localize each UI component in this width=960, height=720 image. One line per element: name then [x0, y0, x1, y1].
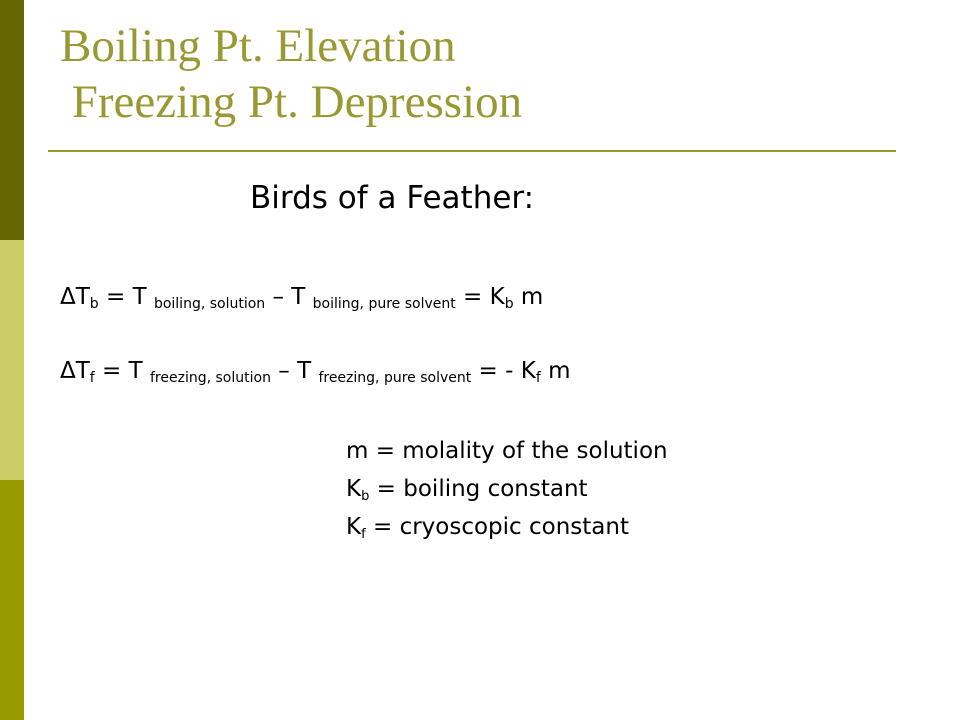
solution-subscript: freezing, solution	[150, 370, 271, 386]
minus-t: – T	[265, 284, 313, 310]
molality-term: m	[540, 358, 571, 384]
kf-text: = cryoscopic constant	[365, 514, 629, 540]
title-divider	[48, 150, 896, 152]
solution-subscript: boiling, solution	[153, 296, 266, 312]
kb-text: = boiling constant	[369, 476, 588, 502]
solvent-subscript: freezing, pure solvent	[318, 370, 472, 386]
kf-definition	[346, 508, 668, 546]
k-subscript: f	[535, 370, 541, 386]
side-bar-bottom	[0, 480, 24, 720]
equals-t: = T	[94, 358, 150, 384]
kf-symbol: K	[346, 514, 362, 540]
delta-t-symbol: ΔT	[60, 284, 90, 310]
kb-definition	[346, 470, 668, 508]
delta-t-symbol: ΔT	[60, 358, 90, 384]
k-subscript: b	[504, 296, 514, 312]
delta-t-subscript: b	[89, 296, 99, 312]
delta-t-subscript: f	[89, 370, 95, 386]
solvent-subscript: boiling, pure solvent	[312, 296, 456, 312]
freezing-point-equation	[60, 356, 570, 386]
slide-subtitle: Birds of a Feather:	[250, 180, 535, 216]
title-line-2: Freezing Pt. Depression	[60, 76, 523, 128]
boiling-point-equation	[60, 282, 543, 312]
kb-symbol: K	[346, 476, 362, 502]
kb-subscript: b	[361, 489, 370, 504]
definitions-list	[346, 432, 668, 546]
slide-title	[60, 18, 522, 130]
equals-k: = K	[455, 284, 505, 310]
equals-k: = - K	[471, 358, 536, 384]
equals-t: = T	[98, 284, 154, 310]
molality-term: m	[513, 284, 544, 310]
kf-subscript: f	[361, 527, 366, 542]
minus-t: – T	[270, 358, 319, 384]
molality-definition: m = molality of the solution	[346, 438, 668, 464]
title-line-1: Boiling Pt. Elevation	[60, 20, 456, 72]
side-bar-top	[0, 0, 24, 240]
side-bar-middle	[0, 240, 24, 480]
